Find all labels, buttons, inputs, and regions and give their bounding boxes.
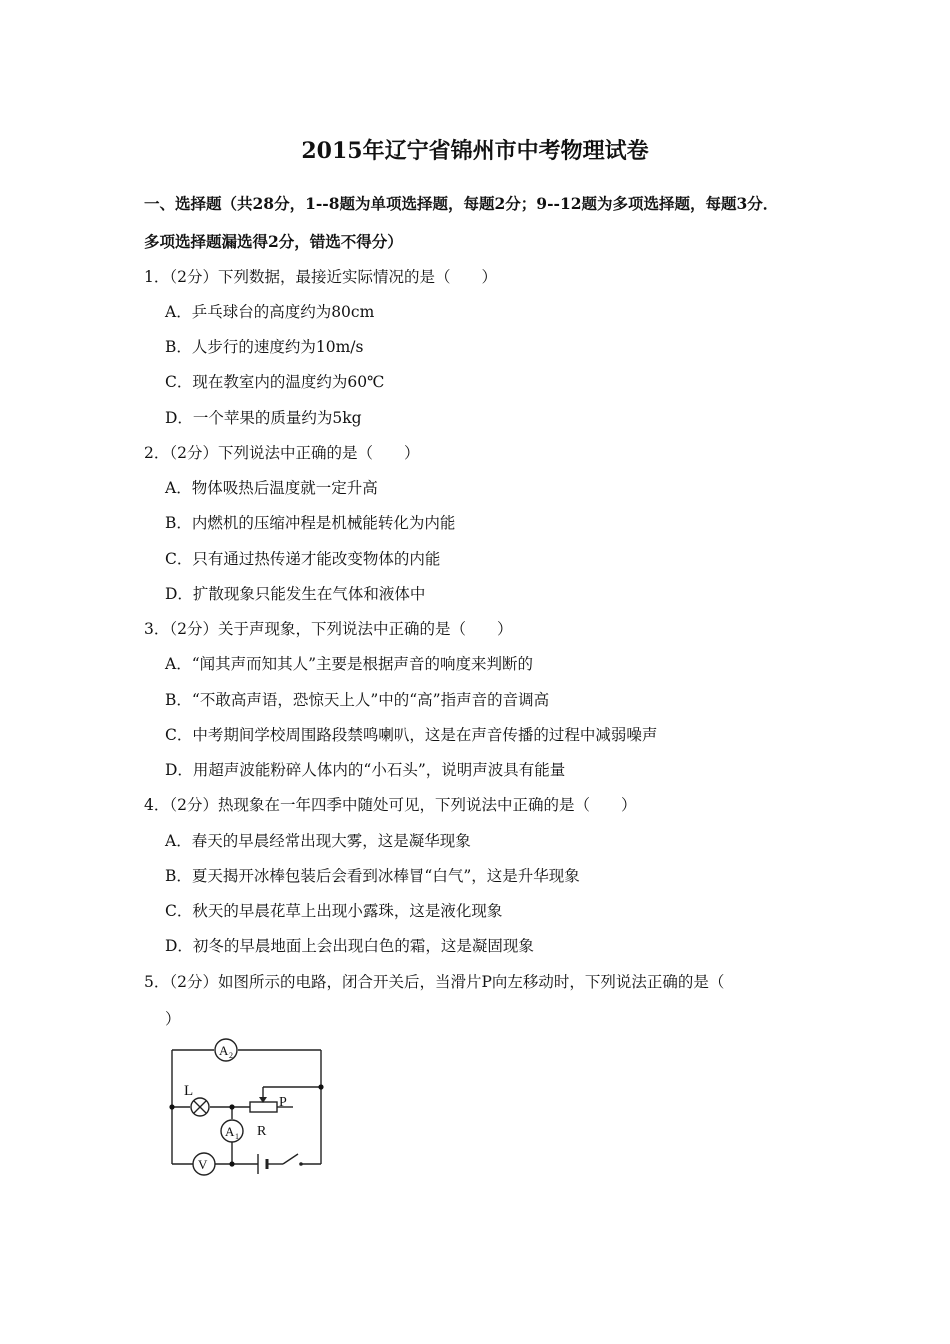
lamp-label: L (184, 1083, 194, 1099)
question-1-option-d: D．一个苹果的质量约为5kg (165, 409, 362, 427)
question-1-stem: 1．（2分）下列数据，最接近实际情况的是（ ） (144, 268, 497, 286)
question-3-option-b: B．“不敢高声语，恐惊天上人”中的“高”指声音的音调高 (165, 691, 550, 709)
question-4-option-b: B．夏天揭开冰棒包装后会看到冰棒冒“白气”，这是升华现象 (165, 867, 580, 885)
page-title: 2015年辽宁省锦州市中考物理试卷 (301, 138, 649, 164)
question-4-option-c: C．秋天的早晨花草上出现小露珠，这是液化现象 (165, 902, 503, 920)
question-3-option-c: C．中考期间学校周围路段禁鸣喇叭，这是在声音传播的过程中减弱噪声 (165, 726, 658, 744)
question-4-option-d: D．初冬的早晨地面上会出现白色的霜，这是凝固现象 (165, 937, 534, 955)
question-3-stem: 3．（2分）关于声现象，下列说法中正确的是（ ） (144, 620, 513, 638)
switch-icon (283, 1154, 298, 1164)
ammeter-a2-subscript: 2 (229, 1051, 233, 1060)
question-3-option-a: A．“闻其声而知其人”主要是根据声音的响度来判断的 (165, 655, 534, 673)
question-4-stem: 4．（2分）热现象在一年四季中随处可见，下列说法中正确的是（ ） (144, 796, 637, 814)
junction-dot (229, 1104, 234, 1109)
question-4-option-a: A．春天的早晨经常出现大雾，这是凝华现象 (165, 832, 471, 850)
question-2-stem: 2．（2分）下列说法中正确的是（ ） (144, 444, 420, 462)
resistor-label: R (257, 1124, 267, 1139)
question-5-stem: 5．（2分）如图所示的电路，闭合开关后，当滑片P向左移动时，下列说法正确的是（ (144, 973, 725, 991)
question-5-stem-continuation: ） (165, 1010, 181, 1028)
question-3-option-d: D．用超声波能粉碎人体内的“小石头”，说明声波具有能量 (165, 761, 566, 779)
question-1-option-b: B．人步行的速度约为10m/s (165, 338, 364, 356)
question-2-option-c: C．只有通过热传递才能改变物体的内能 (165, 550, 441, 568)
junction-dot (229, 1161, 234, 1166)
question-1-option-a: A．乒乓球台的高度约为80cm (165, 303, 375, 321)
circuit-diagram (160, 1030, 340, 1180)
slider-label: P (279, 1095, 287, 1110)
question-2-option-a: A．物体吸热后温度就一定升高 (165, 479, 378, 497)
junction-dot (169, 1104, 174, 1109)
ammeter-a1-subscript: 1 (235, 1132, 239, 1141)
question-1-option-c: C．现在教室内的温度约为60℃ (165, 373, 385, 391)
rheostat-icon (250, 1102, 277, 1112)
voltmeter-label: V (198, 1157, 208, 1172)
question-2-option-b: B．内燃机的压缩冲程是机械能转化为内能 (165, 514, 456, 532)
section-heading-line-2: 多项选择题漏选得2分，错选不得分） (144, 232, 403, 251)
ammeter-a2-label: A (219, 1043, 229, 1058)
junction-dot (318, 1084, 323, 1089)
question-2-option-d: D．扩散现象只能发生在气体和液体中 (165, 585, 426, 603)
section-heading-line-1: 一、选择题（共28分，1--8题为单项选择题，每题2分；9--12题为多项选择题，每题3分． (144, 194, 779, 213)
ammeter-a1-label: A (225, 1124, 235, 1139)
